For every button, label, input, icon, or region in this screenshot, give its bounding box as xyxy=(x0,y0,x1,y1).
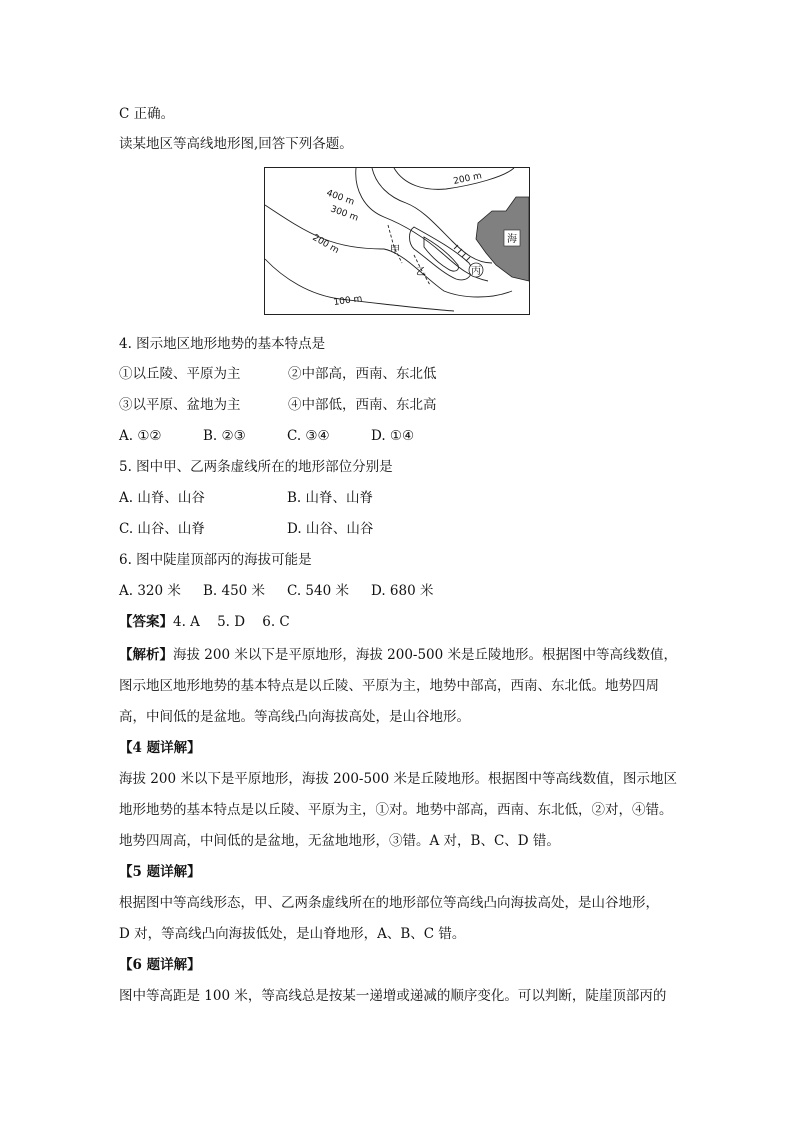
q5-option-a: A. 山脊、山谷 xyxy=(119,490,205,506)
label-bing: 丙 xyxy=(471,266,481,277)
question-4-stem: 4. 图示地区地形地势的基本特点是 xyxy=(119,336,326,352)
detail-5-line-1: 根据图中等高线形态，甲、乙两条虚线所在的地形部位等高线凸向海拔高处，是山谷地形， xyxy=(119,895,659,911)
q6-option-d: D. 680 米 xyxy=(371,583,434,599)
contour-map xyxy=(264,167,530,315)
text-line: C 正确。 xyxy=(119,106,175,122)
question-6-stem: 6. 图中陡崖顶部丙的海拔可能是 xyxy=(119,552,312,568)
q4-statement-1: ①以丘陵、平原为主 xyxy=(119,366,241,382)
label-300: 300 m xyxy=(328,204,360,224)
q6-option-c: C. 540 米 xyxy=(287,583,349,599)
analysis-line-3: 高，中间低的是盆地。等高线凸向海拔高处，是山谷地形。 xyxy=(119,709,470,725)
q4-statement-4: ④中部低，西南、东北高 xyxy=(288,397,437,413)
analysis-line-1 xyxy=(119,646,677,664)
q5-option-d: D. 山谷、山谷 xyxy=(287,521,374,537)
detail-5-line-2: D 对，等高线凸向海拔低处，是山脊地形，A、B、C 错。 xyxy=(119,926,466,942)
label-200-left: 200 m xyxy=(310,232,341,257)
label-200-top: 200 m xyxy=(452,171,483,187)
analysis-line-2: 图示地区地形地势的基本特点是以丘陵、平原为主，地势中部高，西南、东北低。地势四周 xyxy=(119,678,659,694)
text-line: 读某地区等高线地形图,回答下列各题。 xyxy=(119,136,353,152)
detail-4-title: 【4 题详解】 xyxy=(119,740,201,756)
q4-option-d: D. ①④ xyxy=(371,428,415,444)
q4-option-c: C. ③④ xyxy=(287,428,330,444)
question-5-stem: 5. 图中甲、乙两条虚线所在的地形部位分别是 xyxy=(119,459,393,475)
q5-option-b: B. 山脊、山脊 xyxy=(287,490,374,506)
answer-text: 4. A 5. D 6. C xyxy=(173,614,290,630)
q5-option-c: C. 山谷、山脊 xyxy=(119,521,205,537)
analysis-label: 【解析】 xyxy=(119,647,173,663)
answer-line xyxy=(119,613,290,631)
q4-option-b: B. ②③ xyxy=(203,428,246,444)
answer-label: 【答案】 xyxy=(119,614,173,630)
q6-option-a: A. 320 米 xyxy=(119,583,181,599)
detail-4-line-1: 海拔 200 米以下是平原地形，海拔 200-500 米是丘陵地形。根据图中等高线数值，图示地区 xyxy=(119,771,678,787)
detail-5-title: 【5 题详解】 xyxy=(119,864,201,880)
label-jia: 甲 xyxy=(390,245,400,256)
detail-4-line-3: 地势四周高，中间低的是盆地，无盆地地形，③错。A 对，B、C、D 错。 xyxy=(119,833,560,849)
label-400: 400 m xyxy=(324,188,356,208)
detail-4-line-2: 地形地势的基本特点是以丘陵、平原为主，①对。地势中部高，西南、东北低，②对，④错。 xyxy=(119,802,673,818)
label-yi: 乙 xyxy=(416,267,426,278)
detail-6-line-1: 图中等高距是 100 米，等高线总是按某一递增或递减的顺序变化。可以判断，陡崖顶部丙的 xyxy=(119,988,667,1004)
q6-option-b: B. 450 米 xyxy=(203,583,266,599)
analysis-text-1: 海拔 200 米以下是平原地形，海拔 200-500 米是丘陵地形。根据图中等高线数值， xyxy=(173,647,678,663)
detail-6-title: 【6 题详解】 xyxy=(119,957,201,973)
q4-option-a: A. ①② xyxy=(119,428,162,444)
q4-statement-2: ②中部高，西南、东北低 xyxy=(288,366,437,382)
label-sea: 海 xyxy=(507,234,517,245)
q4-statement-3: ③以平原、盆地为主 xyxy=(119,397,241,413)
label-100: 100 m xyxy=(333,294,363,308)
